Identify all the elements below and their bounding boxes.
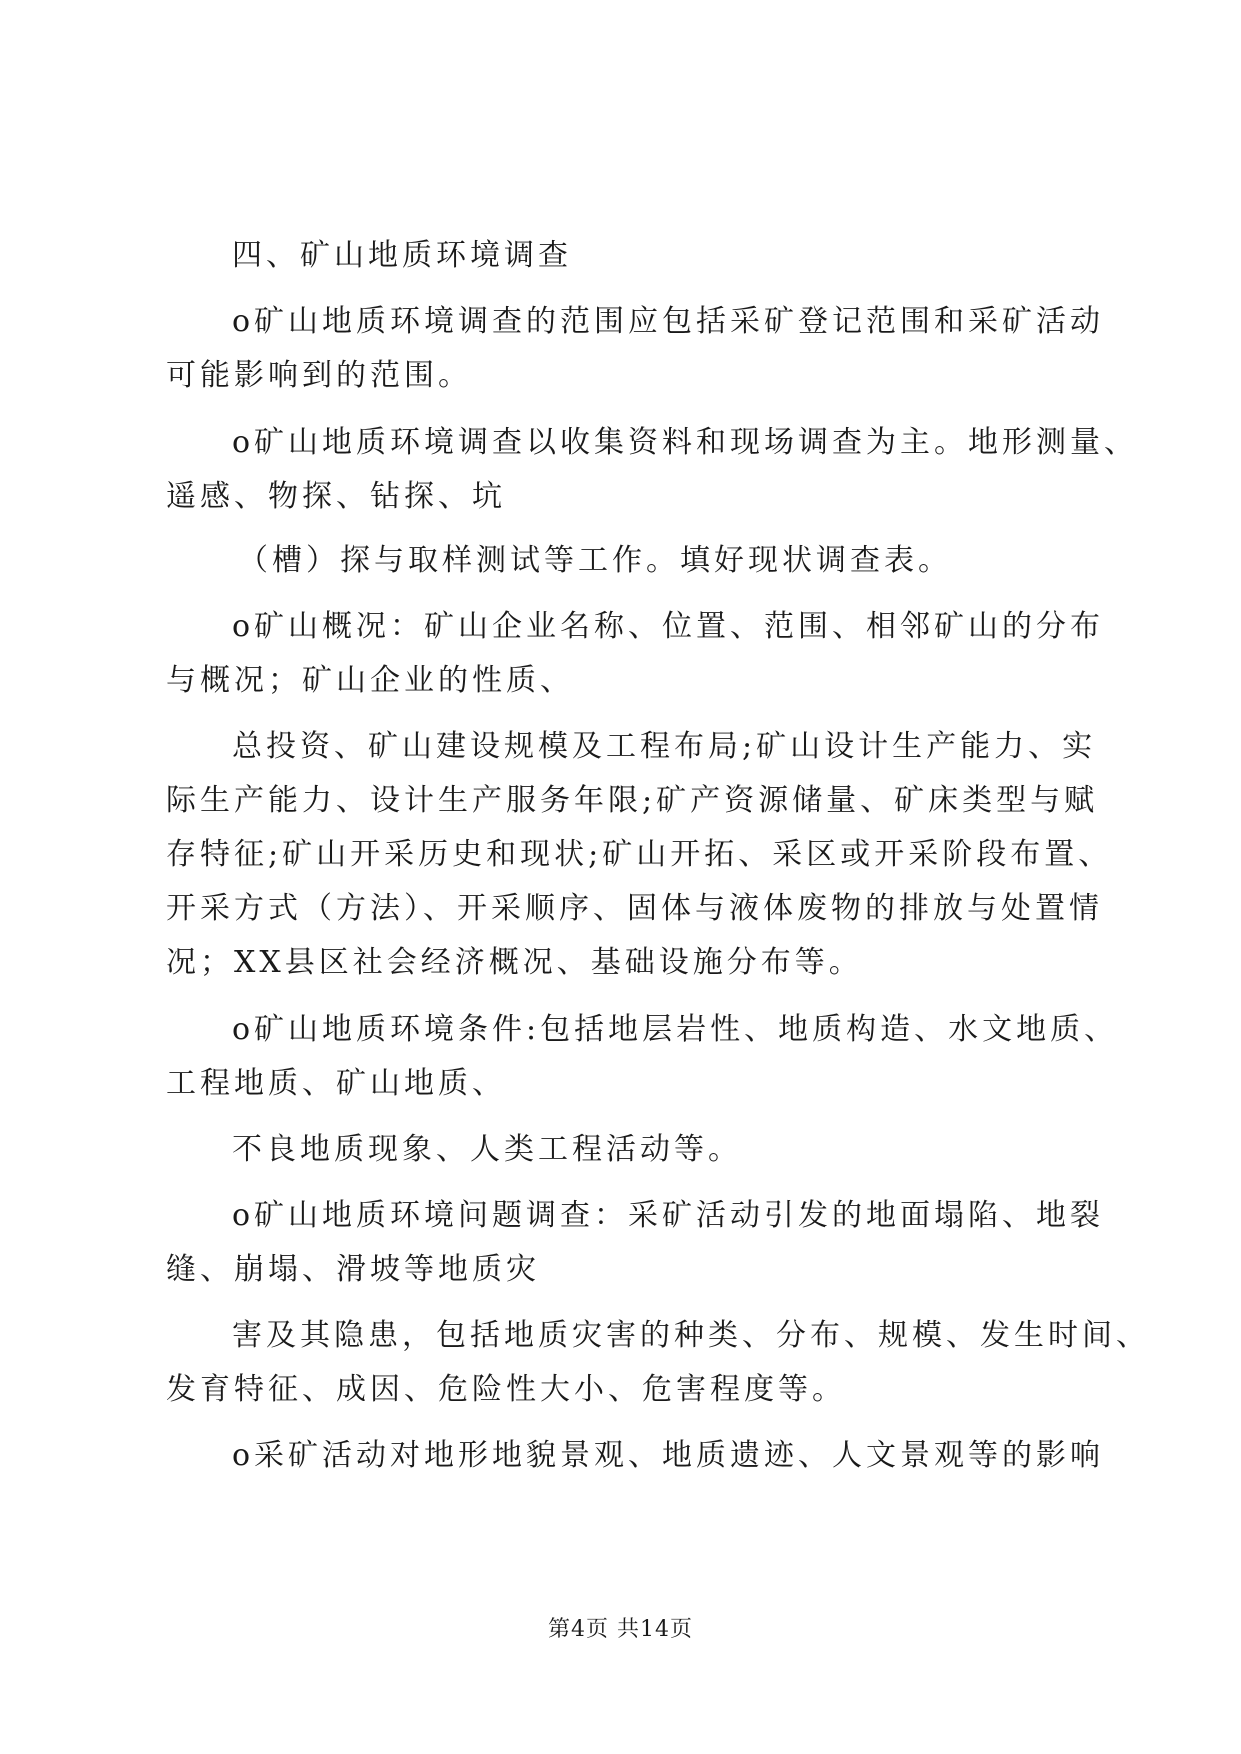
- section-heading: 四、矿山地质环境调查: [232, 238, 572, 273]
- paragraph-line: o矿山地质环境调查的范围应包括采矿登记范围和采矿活动: [232, 304, 1105, 339]
- paragraph-line: o矿山地质环境条件:包括地层岩性、地质构造、水文地质、: [232, 1012, 1119, 1047]
- paragraph-line: 存特征;矿山开采历史和现状;矿山开拓、采区或开采阶段布置、: [166, 837, 1113, 872]
- paragraph-line: o矿山概况：矿山企业名称、位置、范围、相邻矿山的分布: [232, 609, 1105, 644]
- paragraph-line: 开采方式（方法）、开采顺序、固体与液体废物的排放与处置情: [166, 891, 1103, 926]
- paragraph-line: 害及其隐患，包括地质灾害的种类、分布、规模、发生时间、: [232, 1318, 1150, 1353]
- paragraph-line: 工程地质、矿山地质、: [166, 1066, 506, 1101]
- paragraph-line: o矿山地质环境调查以收集资料和现场调查为主。地形测量、: [232, 425, 1139, 460]
- paragraph-line: 与概况；矿山企业的性质、: [166, 663, 574, 698]
- paragraph-line: 缝、崩塌、滑坡等地质灾: [166, 1252, 540, 1287]
- paragraph-line: 况；XX县区社会经济概况、基础设施分布等。: [166, 945, 863, 980]
- paragraph-line: （槽）探与取样测试等工作。填好现状调查表。: [238, 543, 952, 578]
- paragraph-line: 不良地质现象、人类工程活动等。: [232, 1132, 742, 1167]
- paragraph-line: 可能影响到的范围。: [166, 358, 472, 393]
- paragraph-line: 发育特征、成因、危险性大小、危害程度等。: [166, 1372, 846, 1407]
- paragraph-line: 际生产能力、设计生产服务年限;矿产资源储量、矿床类型与赋: [166, 783, 1099, 818]
- paragraph-line: 总投资、矿山建设规模及工程布局;矿山设计生产能力、实: [232, 729, 1097, 764]
- page-footer: 第4页 共14页: [548, 1617, 693, 1642]
- paragraph-line: 遥感、物探、钻探、坑: [166, 479, 506, 514]
- paragraph-line: o采矿活动对地形地貌景观、地质遗迹、人文景观等的影响: [232, 1438, 1105, 1473]
- paragraph-line: o矿山地质环境问题调查：采矿活动引发的地面塌陷、地裂: [232, 1198, 1105, 1233]
